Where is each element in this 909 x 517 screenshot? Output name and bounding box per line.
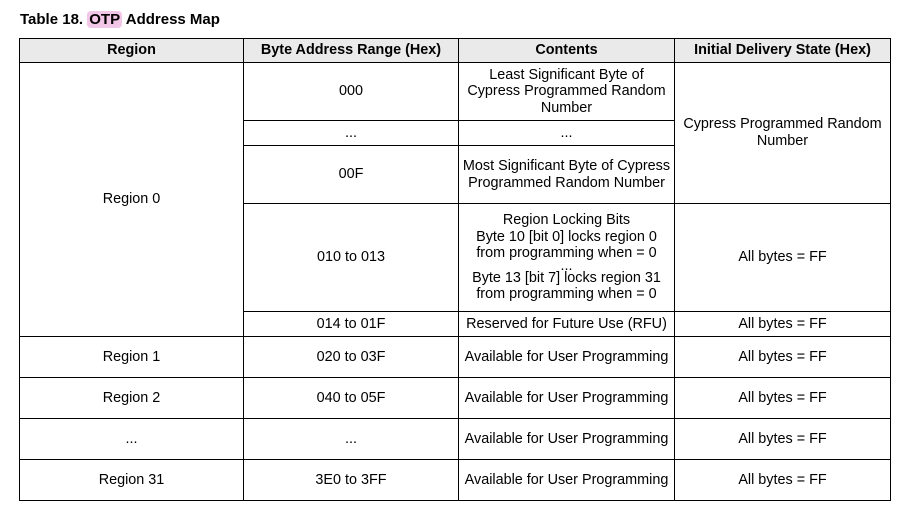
- state-cell: All bytes = FF: [675, 312, 891, 337]
- header-region: Region: [20, 39, 244, 63]
- region-cell: Region 1: [20, 337, 244, 378]
- contents-line: Region Locking Bits: [502, 212, 631, 229]
- contents-line: from programming when = 0: [476, 286, 657, 303]
- range-cell: ...: [244, 121, 459, 146]
- range-cell: 040 to 05F: [244, 378, 459, 419]
- otp-address-map-table: [19, 38, 891, 501]
- header-initial-delivery-state: Initial Delivery State (Hex): [675, 39, 891, 63]
- range-cell: 010 to 013: [244, 204, 459, 312]
- header-row: [20, 39, 891, 63]
- table-row: [20, 378, 891, 419]
- caption-highlight: OTP: [89, 11, 121, 28]
- header-byte-address-range: Byte Address Range (Hex): [244, 39, 459, 63]
- state-cell: All bytes = FF: [675, 419, 891, 460]
- contents-cell: Available for User Programming: [459, 419, 675, 460]
- caption-prefix: Table 18.: [20, 11, 84, 28]
- contents-line: ...: [560, 257, 573, 274]
- table-row: [20, 337, 891, 378]
- state-cell: All bytes = FF: [675, 378, 891, 419]
- table-row: [20, 63, 891, 121]
- table-caption: [20, 11, 220, 28]
- contents-line: from programming when = 0: [476, 245, 657, 262]
- range-cell: 000: [244, 63, 459, 121]
- caption-rest: Address Map: [125, 11, 220, 28]
- state-cell: All bytes = FF: [675, 460, 891, 501]
- contents-line: Byte 13 [bit 7] locks region 31: [472, 269, 661, 286]
- state-cell: Cypress Programmed Random Number: [675, 63, 891, 204]
- range-cell: 020 to 03F: [244, 337, 459, 378]
- header-contents: Contents: [459, 39, 675, 63]
- range-cell: 00F: [244, 146, 459, 204]
- region-cell: ...: [20, 419, 244, 460]
- contents-cell: Available for User Programming: [459, 337, 675, 378]
- contents-cell: Reserved for Future Use (RFU): [459, 312, 675, 337]
- region-cell: Region 2: [20, 378, 244, 419]
- range-cell: ...: [244, 419, 459, 460]
- table-row: [20, 460, 891, 501]
- range-cell: 014 to 01F: [244, 312, 459, 337]
- state-cell: All bytes = FF: [675, 204, 891, 312]
- table-row: [20, 419, 891, 460]
- contents-cell: Least Significant Byte of Cypress Programmed Random Number: [459, 63, 675, 121]
- contents-line: Byte 10 [bit 0] locks region 0: [476, 228, 657, 245]
- contents-cell: ...: [459, 121, 675, 146]
- contents-cell: [459, 204, 675, 312]
- region-cell: Region 0: [20, 63, 244, 337]
- contents-cell: Available for User Programming: [459, 378, 675, 419]
- contents-cell: Most Significant Byte of Cypress Programmed Random Number: [459, 146, 675, 204]
- state-cell: All bytes = FF: [675, 337, 891, 378]
- range-cell: 3E0 to 3FF: [244, 460, 459, 501]
- region-cell: Region 31: [20, 460, 244, 501]
- contents-cell: Available for User Programming: [459, 460, 675, 501]
